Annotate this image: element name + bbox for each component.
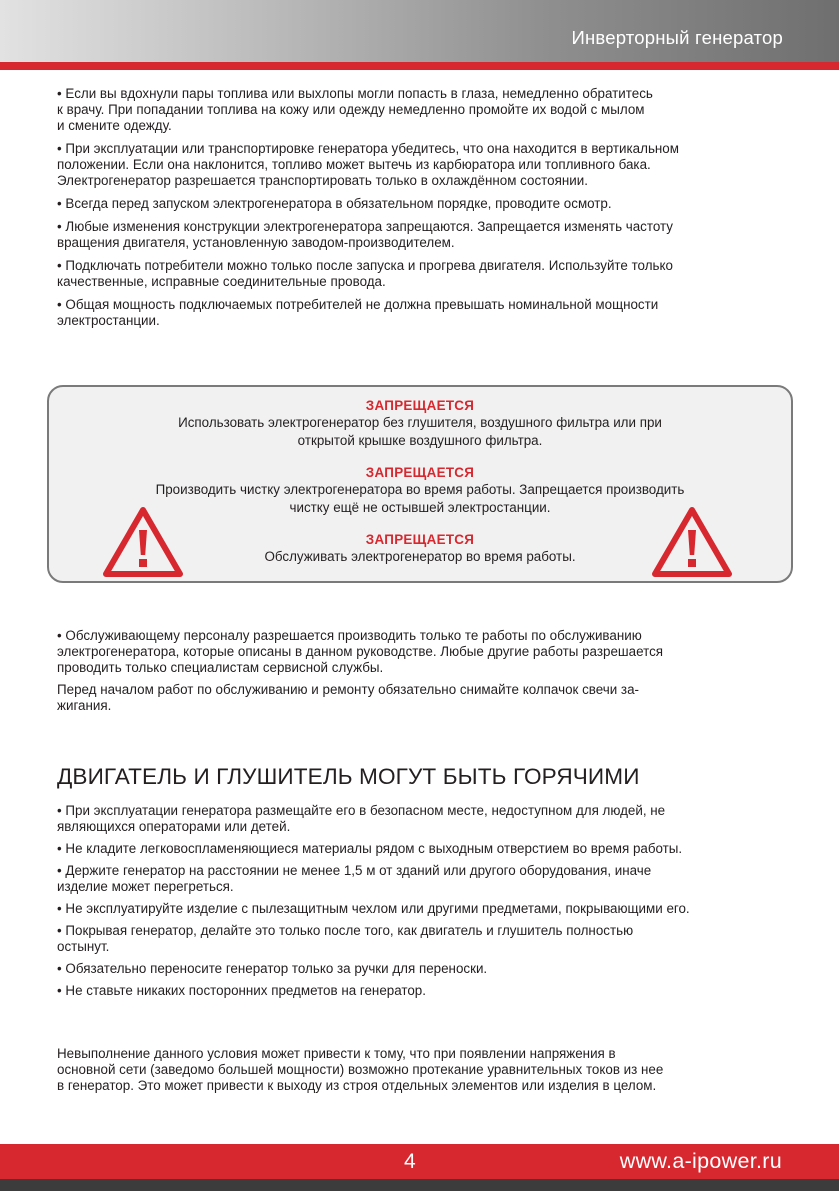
warning-triangle-icon xyxy=(103,506,183,578)
warning-text: Использовать электрогенератор без глушителя, воздушного фильтра или при открытой крышке воздушного фильтра. xyxy=(178,415,662,448)
bullet-item: • Не кладите легковоспламеняющиеся материалы рядом с выходным отверстием во время работы. xyxy=(57,841,683,856)
warning-text: Обслуживать электрогенератор во время работы. xyxy=(264,549,576,564)
warning-triangle-icon xyxy=(652,506,732,578)
paragraph: • Если вы вдохнули пары топлива или выхлопы могли попасть в глаза, немедленно обратитесь к врачу. При попадании топлива на кожу или одежду немедленно промойте их водой с мылом и смените одежду. xyxy=(57,86,653,133)
bullet-item: • Покрывая генератор, делайте это только после того, как двигатель и глушитель полностью остынут. xyxy=(57,923,634,954)
paragraph: • Обслуживающему персоналу разрешается производить только те работы по обслуживанию электрогенератора, которые описаны в данном руководстве. Любые другие работы разрешается проводить только специалистам сервисной службы. xyxy=(57,628,664,675)
warning-item xyxy=(99,532,741,566)
bullet-item: • Обязательно переносите генератор только за ручки для переноски. xyxy=(57,961,488,976)
bullet-item: • Не эксплуатируйте изделие с пылезащитным чехлом или другими предметами, покрывающими его. xyxy=(57,901,690,916)
hot-parts-text xyxy=(57,803,785,1005)
section-heading: ДВИГАТЕЛЬ И ГЛУШИТЕЛЬ МОГУТ БЫТЬ ГОРЯЧИМИ xyxy=(57,764,640,789)
page-header xyxy=(0,0,839,62)
service-text xyxy=(57,628,785,720)
warning-item xyxy=(99,398,741,450)
website-link[interactable]: www.a-ipower.ru xyxy=(619,1149,782,1173)
bullet-item: • Не ставьте никаких посторонних предметов на генератор. xyxy=(57,983,426,998)
page-number: 4 xyxy=(404,1150,416,1173)
warning-title: ЗАПРЕЩАЕТСЯ xyxy=(365,398,475,413)
paragraph: • Любые изменения конструкции электрогенератора запрещаются. Запрещается изменять частоту вращения двигателя, установленную заводом-производителем. xyxy=(57,219,673,250)
header-red-stripe xyxy=(0,62,839,70)
warning-title: ЗАПРЕЩАЕТСЯ xyxy=(365,465,475,480)
bullet-item: • При эксплуатации генератора размещайте его в безопасном месте, недоступном для людей, не являющихся операторами или детей. xyxy=(57,803,666,834)
paragraph: • Подключать потребители можно только после запуска и прогрева двигателя. Используйте только качественные, исправные соединительные провода. xyxy=(57,258,673,289)
page-footer xyxy=(0,1144,839,1179)
closing-paragraph xyxy=(57,1046,785,1101)
warning-title: ЗАПРЕЩАЕТСЯ xyxy=(365,532,475,547)
footer-dark-band xyxy=(0,1179,839,1191)
header-title: Инверторный генератор xyxy=(571,27,783,48)
paragraph: Невыполнение данного условия может привести к тому, что при появлении напряжения в основной сети (заведомо большей мощности) возможно протекание уравнительных токов из нее в генератор. Это может привести к выходу из строя отдельных элементов или изделия в целом. xyxy=(57,1046,664,1093)
warning-item xyxy=(99,465,741,517)
intro-text xyxy=(57,86,785,336)
warning-text: Производить чистку электрогенератора во время работы. Запрещается производить чистку ещё не остывшей электростанции. xyxy=(155,482,685,515)
bullet-item: • Держите генератор на расстоянии не менее 1,5 м от зданий или другого оборудования, иначе изделие может перегреться. xyxy=(57,863,652,894)
warning-box xyxy=(47,385,793,583)
paragraph: • Всегда перед запуском электрогенератора в обязательном порядке, проводите осмотр. xyxy=(57,196,612,211)
paragraph: • Общая мощность подключаемых потребителей не должна превышать номинальной мощности электростанции. xyxy=(57,297,659,328)
paragraph: • При эксплуатации или транспортировке генератора убедитесь, что она находится в вертикальном положении. Если она наклонится, топливо может вытечь из карбюратора или топливного бака. Электрогенератор разрешается транспортировать только в охлаждённом состоянии. xyxy=(57,141,679,188)
paragraph: Перед началом работ по обслуживанию и ремонту обязательно снимайте колпачок свечи за- жигания. xyxy=(57,682,639,713)
